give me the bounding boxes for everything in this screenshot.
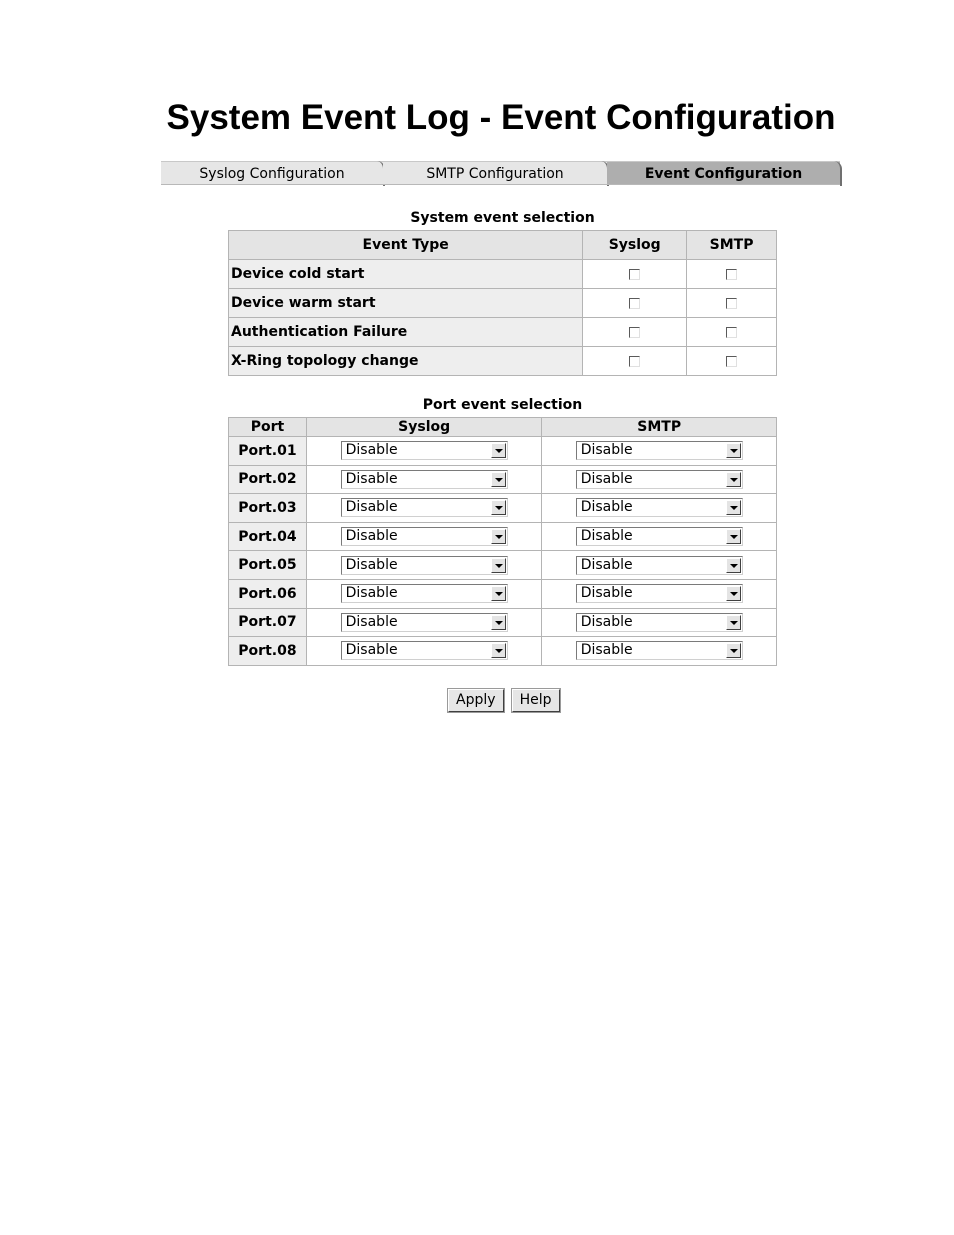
selected-value: Disable: [580, 642, 633, 659]
smtp-checkbox[interactable]: [726, 356, 737, 367]
dropdown-arrow-icon[interactable]: [726, 558, 741, 573]
syslog-select[interactable]: [341, 470, 508, 489]
table-row: [229, 289, 777, 318]
table-row: [229, 347, 777, 376]
smtp-select[interactable]: [576, 527, 743, 546]
syslog-select[interactable]: [341, 527, 508, 546]
port-label: Port.02: [229, 465, 307, 494]
port-label: Port.01: [229, 437, 307, 466]
syslog-select[interactable]: [341, 498, 508, 517]
smtp-select[interactable]: [576, 584, 743, 603]
table-row: [229, 437, 777, 466]
syslog-select[interactable]: [341, 584, 508, 603]
table-row: [229, 637, 777, 666]
selected-value: Disable: [345, 470, 398, 487]
port-label: Port.06: [229, 579, 307, 608]
help-button[interactable]: Help: [512, 689, 560, 712]
dropdown-arrow-icon[interactable]: [491, 472, 506, 487]
page-title: System Event Log - Event Configuration: [166, 98, 836, 137]
header-smtp: SMTP: [542, 418, 777, 437]
port-label: Port.07: [229, 608, 307, 637]
dropdown-arrow-icon[interactable]: [726, 500, 741, 515]
smtp-select[interactable]: [576, 613, 743, 632]
tab-smtp-configuration[interactable]: [383, 161, 607, 185]
port-label: Port.03: [229, 494, 307, 523]
port-label: Port.04: [229, 522, 307, 551]
tab-bar: [161, 161, 840, 186]
event-label: X-Ring topology change: [229, 347, 583, 376]
smtp-select[interactable]: [576, 441, 743, 460]
apply-button[interactable]: Apply: [448, 689, 504, 712]
selected-value: Disable: [580, 528, 633, 545]
smtp-select[interactable]: [576, 498, 743, 517]
selected-value: Disable: [345, 585, 398, 602]
port-label: Port.08: [229, 637, 307, 666]
tab-syslog-configuration[interactable]: [161, 161, 383, 185]
table-row: [229, 579, 777, 608]
table-row: [229, 260, 777, 289]
button-bar: [448, 689, 563, 712]
dropdown-arrow-icon[interactable]: [491, 529, 506, 544]
dropdown-arrow-icon[interactable]: [491, 500, 506, 515]
header-syslog: Syslog: [306, 418, 542, 437]
syslog-select[interactable]: [341, 556, 508, 575]
smtp-select[interactable]: [576, 470, 743, 489]
selected-value: Disable: [345, 556, 398, 573]
tab-label: Syslog Configuration: [199, 166, 345, 182]
syslog-select[interactable]: [341, 641, 508, 660]
port-event-table: [228, 417, 777, 666]
selected-value: Disable: [345, 499, 398, 516]
header-smtp: SMTP: [687, 231, 777, 260]
dropdown-arrow-icon[interactable]: [491, 643, 506, 658]
dropdown-arrow-icon[interactable]: [726, 443, 741, 458]
selected-value: Disable: [345, 528, 398, 545]
dropdown-arrow-icon[interactable]: [491, 615, 506, 630]
table-row: [229, 608, 777, 637]
tab-label: SMTP Configuration: [426, 166, 564, 182]
smtp-checkbox[interactable]: [726, 269, 737, 280]
dropdown-arrow-icon[interactable]: [726, 586, 741, 601]
dropdown-arrow-icon[interactable]: [726, 643, 741, 658]
dropdown-arrow-icon[interactable]: [726, 529, 741, 544]
dropdown-arrow-icon[interactable]: [491, 558, 506, 573]
table-header-row: [229, 418, 777, 437]
selected-value: Disable: [580, 499, 633, 516]
selected-value: Disable: [345, 613, 398, 630]
dropdown-arrow-icon[interactable]: [726, 615, 741, 630]
selected-value: Disable: [580, 442, 633, 459]
system-event-caption: System event selection: [410, 210, 595, 226]
port-label: Port.05: [229, 551, 307, 580]
tab-edge: [834, 161, 842, 186]
table-header-row: [229, 231, 777, 260]
tab-event-configuration[interactable]: [607, 161, 840, 185]
smtp-checkbox[interactable]: [726, 298, 737, 309]
dropdown-arrow-icon[interactable]: [726, 472, 741, 487]
dropdown-arrow-icon[interactable]: [491, 443, 506, 458]
header-syslog: Syslog: [583, 231, 687, 260]
syslog-checkbox[interactable]: [629, 269, 640, 280]
selected-value: Disable: [580, 613, 633, 630]
syslog-select[interactable]: [341, 441, 508, 460]
tab-label: Event Configuration: [644, 166, 803, 182]
table-row: [229, 494, 777, 523]
syslog-select[interactable]: [341, 613, 508, 632]
smtp-select[interactable]: [576, 641, 743, 660]
port-event-caption: Port event selection: [422, 397, 583, 413]
selected-value: Disable: [345, 442, 398, 459]
syslog-checkbox[interactable]: [629, 356, 640, 367]
smtp-checkbox[interactable]: [726, 327, 737, 338]
system-event-table: [228, 230, 777, 376]
smtp-select[interactable]: [576, 556, 743, 575]
syslog-checkbox[interactable]: [629, 298, 640, 309]
table-row: [229, 522, 777, 551]
selected-value: Disable: [580, 470, 633, 487]
event-label: Device cold start: [229, 260, 583, 289]
header-event-type: Event Type: [229, 231, 583, 260]
table-row: [229, 465, 777, 494]
table-row: [229, 318, 777, 347]
syslog-checkbox[interactable]: [629, 327, 640, 338]
event-label: Device warm start: [229, 289, 583, 318]
dropdown-arrow-icon[interactable]: [491, 586, 506, 601]
selected-value: Disable: [345, 642, 398, 659]
event-label: Authentication Failure: [229, 318, 583, 347]
table-row: [229, 551, 777, 580]
selected-value: Disable: [580, 556, 633, 573]
selected-value: Disable: [580, 585, 633, 602]
header-port: Port: [229, 418, 307, 437]
